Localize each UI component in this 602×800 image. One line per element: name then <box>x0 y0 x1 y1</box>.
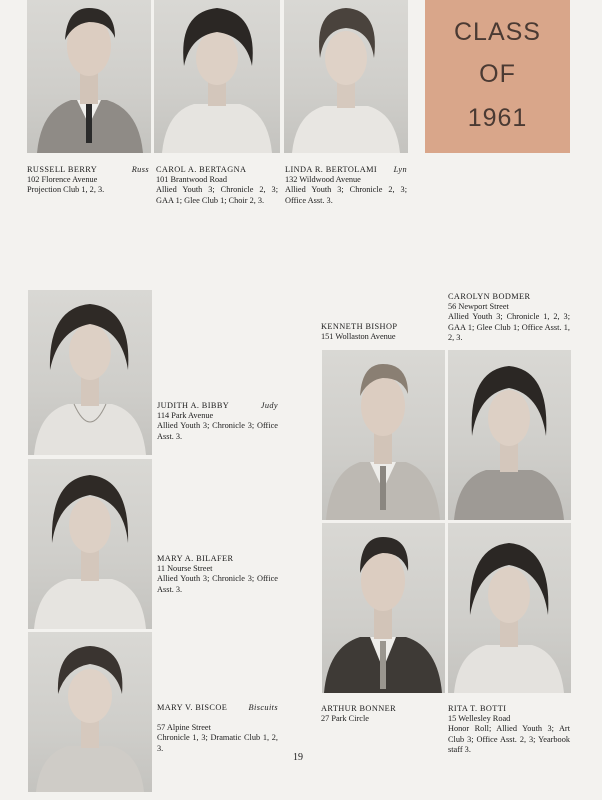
student-activities: Allied Youth 3; Chronicle 3; Office Asst. 3. <box>157 421 278 441</box>
student-activities: Projection Club 1, 2, 3. <box>27 185 105 195</box>
student-name: RITA T. BOTTI <box>448 704 507 713</box>
student-address: 27 Park Circle <box>321 714 369 724</box>
student-nickname: Lyn <box>393 165 407 174</box>
caption-carolyn-bodmer <box>448 292 570 343</box>
student-name: MARY V. BISCOE <box>157 703 228 712</box>
student-activities: Allied Youth 3; Chronicle 2, 3; Office Asst. 3. <box>285 185 407 205</box>
student-address: 101 Brantwood Road <box>156 175 227 185</box>
photo-judith-bibby <box>28 290 152 455</box>
student-address: 56 Newport Street <box>448 302 509 312</box>
photo-arthur-bonner <box>322 523 445 693</box>
student-name: CAROLYN BODMER <box>448 292 531 301</box>
photo-russell-berry <box>27 0 151 153</box>
student-name: ARTHUR BONNER <box>321 704 396 713</box>
student-name: JUDITH A. BIBBY <box>157 401 230 410</box>
banner-line-year: 1961 <box>467 104 528 132</box>
student-activities: Honor Roll; Allied Youth 3; Art Club 3; Office Asst. 2, 3; Yearbook staff 3. <box>448 724 570 754</box>
student-address: 102 Florence Avenue <box>27 175 98 185</box>
student-name: KENNETH BISHOP <box>321 322 398 331</box>
banner-line-of: OF <box>479 60 516 88</box>
student-address: 11 Nourse Street <box>157 564 213 574</box>
caption-rita-botti <box>448 704 570 755</box>
student-address: 114 Park Avenue <box>157 411 214 421</box>
student-nickname: Russ <box>131 165 149 174</box>
caption-kenneth-bishop <box>321 322 443 342</box>
caption-linda-bertolami <box>285 165 407 206</box>
caption-arthur-bonner <box>321 704 443 724</box>
photo-carol-bertagna <box>154 0 280 153</box>
student-nickname: Biscuits <box>248 703 278 712</box>
student-activities: Chronicle 1, 3; Dramatic Club 1, 2, 3. <box>157 733 278 753</box>
caption-judith-bibby <box>157 401 278 442</box>
student-activities: Allied Youth 3; Chronicle 3; Office Asst. 3. <box>157 574 278 594</box>
page-number: 19 <box>293 752 303 763</box>
student-address: 15 Wellesley Road <box>448 714 511 724</box>
caption-carol-bertagna <box>156 165 278 206</box>
caption-russell-berry <box>27 165 149 196</box>
student-address: 57 Alpine Street <box>157 723 211 733</box>
photo-carolyn-bodmer <box>448 350 571 520</box>
student-address: 151 Wollaston Avenue <box>321 332 396 342</box>
photo-mary-bilafer <box>28 459 152 629</box>
photo-linda-bertolami <box>284 0 408 153</box>
student-name: RUSSELL BERRY <box>27 165 98 174</box>
student-activities: Allied Youth 3; Chronicle 1, 2, 3; GAA 1; Glee Club 1; Office Asst. 1, 2, 3. <box>448 312 570 342</box>
student-nickname: Judy <box>260 401 278 410</box>
photo-rita-botti <box>448 523 571 693</box>
photo-mary-biscoe <box>28 632 152 792</box>
student-address: 132 Wildwood Avenue <box>285 175 361 185</box>
caption-mary-bilafer <box>157 554 278 595</box>
student-name: CAROL A. BERTAGNA <box>156 165 247 174</box>
student-name: MARY A. BILAFER <box>157 554 234 563</box>
student-activities: Allied Youth 3; Chronicle 2, 3; GAA 1; Glee Club 1; Choir 2, 3. <box>156 185 278 205</box>
photo-kenneth-bishop <box>322 350 445 520</box>
class-of-1961-banner <box>425 0 570 153</box>
caption-mary-biscoe <box>157 703 278 754</box>
student-name: LINDA R. BERTOLAMI <box>285 165 378 174</box>
banner-line-class: CLASS <box>454 18 541 46</box>
